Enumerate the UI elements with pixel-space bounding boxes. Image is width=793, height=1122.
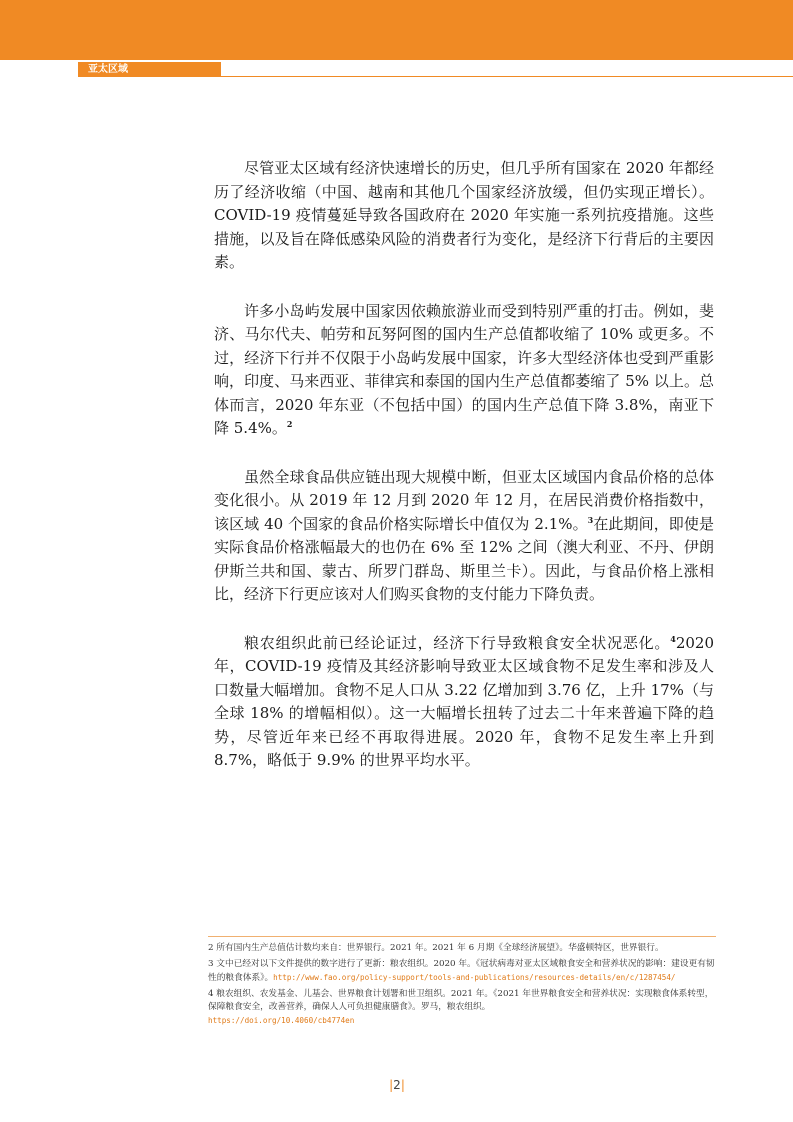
footnote-ref-4[interactable]: 4 — [670, 633, 676, 644]
header-band — [0, 0, 793, 60]
paragraph-1: 尽管亚太区域有经济快速增长的历史，但几乎所有国家在 2020 年都经历了经济收缩（中国、越南和其他几个国家经济放缓，但仍实现正增长）。COVID-19 疫情蔓延导致各国政府在 2020 年实施一系列抗疫措施。这些措施，以及旨在降低感染风险的消费者行为变化，是经济下行背后的主要因素。 — [214, 159, 714, 271]
footnote-3-link[interactable]: http://www.fao.org/policy-support/tools-and-publications/resources-details/en/c/1287454/ — [273, 973, 676, 982]
footnote-ref-2[interactable]: 2 — [286, 419, 293, 429]
footnote-divider — [208, 936, 716, 937]
footnotes — [208, 942, 716, 1031]
footnote-4-link[interactable]: https://doi.org/10.4060/cb4774en — [208, 1016, 355, 1025]
section-tab — [78, 62, 221, 77]
footnote-ref-3[interactable]: 3 — [587, 514, 594, 525]
paragraph-2: 许多小岛屿发展中国家因依赖旅游业而受到特别严重的打击。例如，斐济、马尔代夫、帕劳和瓦努阿图的国内生产总值都收缩了 10% 或更多。不过，经济下行并不仅限于小岛屿发展中国家，许多大型经济体也受到严重影响，印度、马来西亚、菲律宾和泰国的国内生产总值都萎缩了 5% 以上。总体而言，2020 年东亚（不包括中国）的国内生产总值下降 3.8%，南亚下降 5.4%。$^2$ — [214, 301, 714, 437]
footnote-4: 4 粮农组织、农发基金、儿基会、世界粮食计划署和世卫组织。2021 年。《2021 年世界粮食安全和营养状况：实现粮食体系转型，保障粮食安全，改善营养，确保人人可负担健康膳食》。罗马，粮农组织。 https://doi.org/10.4060/cb4774en — [208, 989, 714, 1025]
footnote-2: 2 所有国内生产总值估计数均来自：世界银行。2021 年。2021 年 6 月期《全球经济展望》。华盛顿特区，世界银行。 — [208, 943, 664, 953]
page-number: |2| — [389, 1078, 405, 1092]
footnote-3: 3 文中已经对以下文件提供的数字进行了更新：粮农组织。2020 年。《冠状病毒对亚太区域粮食安全和营养状况的影响：建设更有韧性的粮食体系》。http://www.fao.org/policy-support/tools-and-publications/resources-details/en/c/1287454/ — [208, 959, 715, 983]
body-text — [214, 157, 714, 798]
paragraph-3: 虽然全球食品供应链出现大规模中断，但亚太区域国内食品价格的总体变化很小。从 2019 年 12 月到 2020 年 12 月，在居民消费价格指数中，该区域 40 个国家的食品价格实际增长中值仅为 2.1%。$^3$在此期间，即使是实际食品价格涨幅最大的也仍在 6% 至 12% 之间（澳大利亚、不丹、伊朗伊斯兰共和国、蒙古、所罗门群岛、斯里兰卡）。因此，与食品价格上涨相比，经济下行更应该对人们购买食物的支付能力下降负责。 — [214, 467, 714, 603]
header-rule — [221, 76, 793, 77]
section-label: 亚太区域 — [88, 64, 128, 75]
paragraph-4: 粮农组织此前已经论证过，经济下行导致粮食安全状况恶化。$^4$2020 年，COVID-19 疫情及其经济影响导致亚太区域食物不足发生率和涉及人口数量大幅增加。食物不足人口从 3.22 亿增加到 3.76 亿，上升 17%（与全球 18% 的增幅相似）。这一大幅增长扭转了过去二十年来普遍下降的趋势，尽管近年来已经不再取得进展。2020 年，食物不足发生率上升到 8.7%，略低于 9.9% 的世界平均水平。 — [214, 633, 714, 769]
